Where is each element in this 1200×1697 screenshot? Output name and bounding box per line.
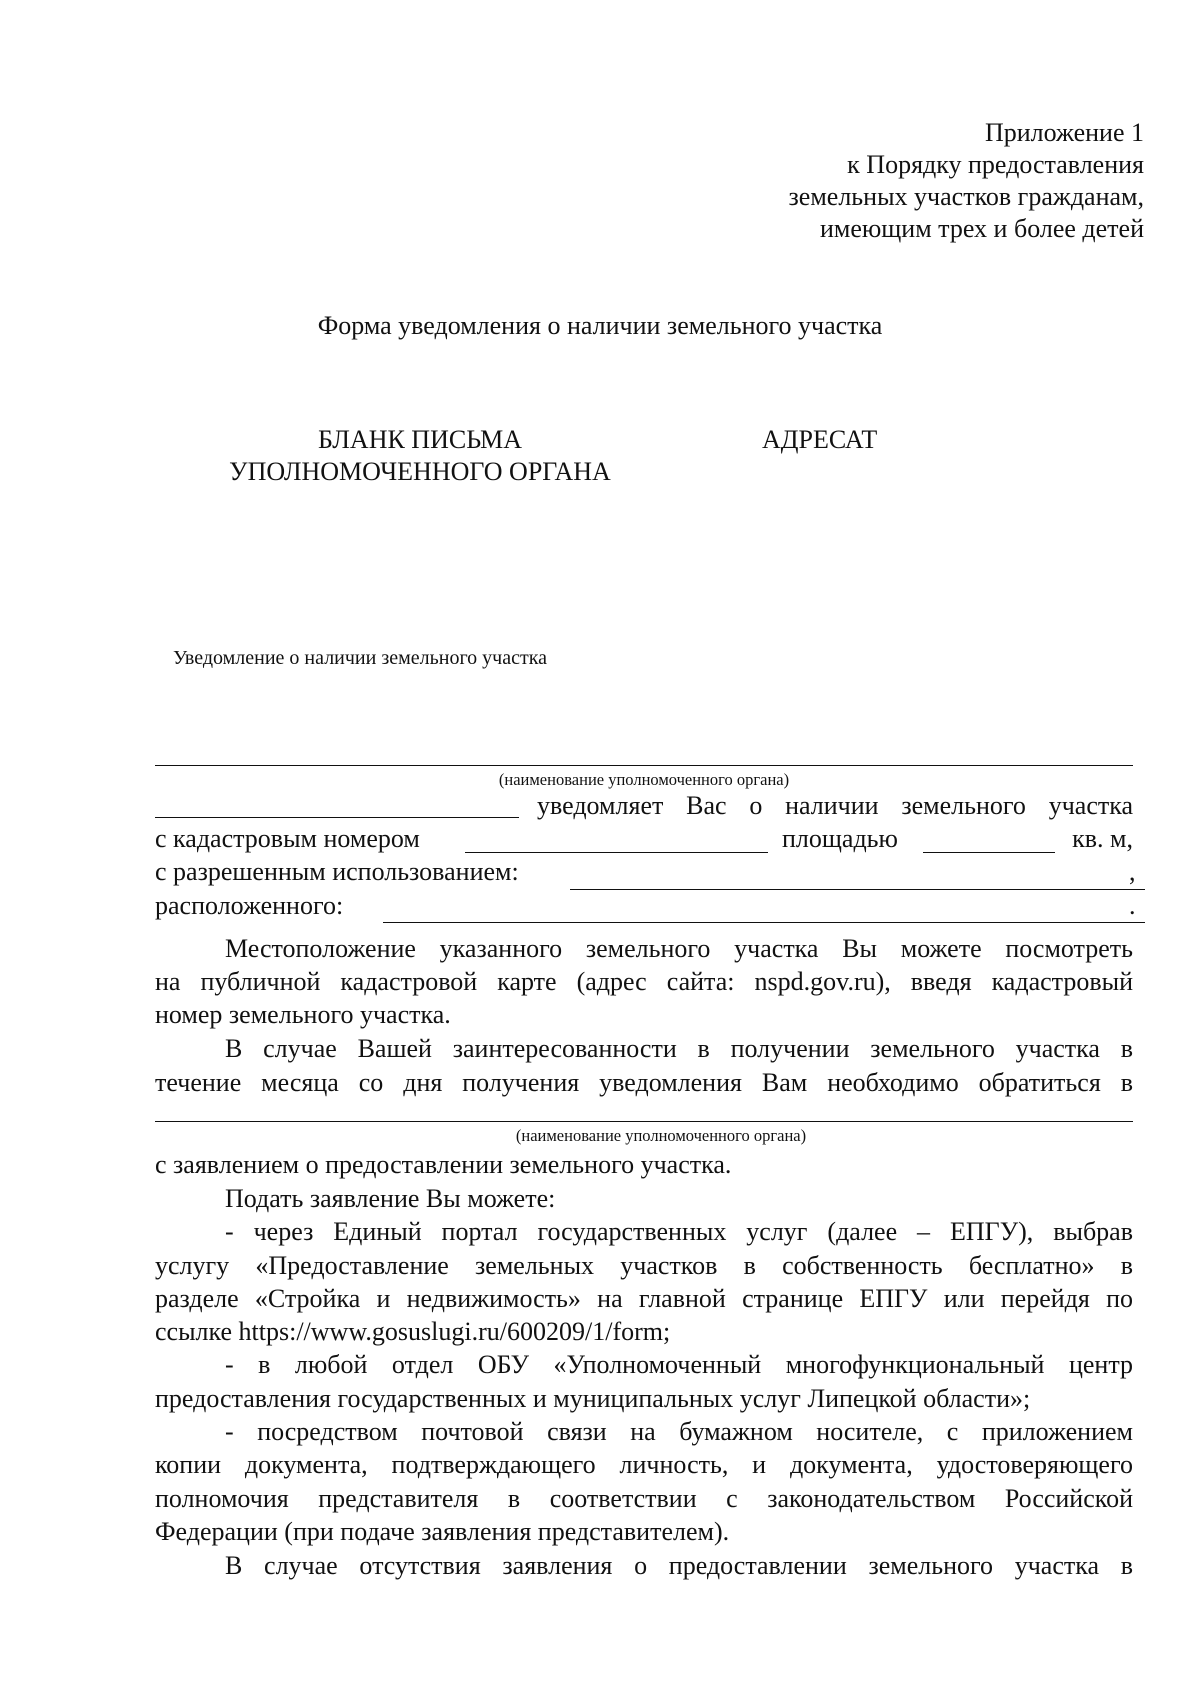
form-title: Форма уведомления о наличии земельного участка	[317, 311, 883, 340]
location-period: .	[1129, 891, 1136, 920]
body-paragraph-5-line-3: разделе «Стройка и недвижимость» на главной странице ЕПГУ или перейдя по	[155, 1284, 1133, 1313]
body-paragraph-7-line-4: Федерации (при подаче заявления представителем).	[155, 1517, 730, 1546]
letterhead-label: БЛАНК ПИСЬМА	[318, 425, 522, 454]
area-unit: кв. м,	[1072, 824, 1133, 853]
body-paragraph-2-line-2: течение месяца со дня получения уведомления Вам необходимо обратиться в	[155, 1068, 1133, 1097]
body-paragraph-7-line-1: - посредством почтовой связи на бумажном носителе, с приложением	[225, 1417, 1133, 1446]
appendix-reference: к Порядку предоставления	[847, 150, 1144, 179]
body-paragraph-5-line-4: ссылке https://www.gosuslugi.ru/600209/1/form;	[155, 1317, 671, 1346]
body-paragraph-6-line-1: - в любой отдел ОБУ «Уполномоченный многофункциональный центр	[225, 1350, 1133, 1379]
area-field[interactable]	[923, 852, 1055, 853]
appendix-number: Приложение 1	[984, 118, 1144, 147]
body-paragraph-1-line-1: Местоположение указанного земельного участка Вы можете посмотреть	[225, 934, 1133, 963]
authority-name-line-2[interactable]	[155, 1121, 1133, 1122]
body-paragraph-3: с заявлением о предоставлении земельного участка.	[155, 1150, 732, 1179]
notifies-text: уведомляет Вас о наличии земельного участка	[537, 791, 1133, 820]
body-paragraph-2-line-1: В случае Вашей заинтересованности в получении земельного участка в	[225, 1034, 1133, 1063]
body-paragraph-1-line-3: номер земельного участка.	[155, 1000, 451, 1029]
body-paragraph-6-line-2: предоставления государственных и муниципальных услуг Липецкой области»;	[155, 1384, 1031, 1413]
permitted-use-comma: ,	[1129, 857, 1136, 886]
body-paragraph-8-line-1: В случае отсутствия заявления о предоставлении земельного участка в	[225, 1551, 1133, 1580]
letterhead-authority-label: УПОЛНОМОЧЕННОГО ОРГАНА	[229, 457, 611, 486]
location-field[interactable]	[383, 922, 1145, 923]
body-paragraph-7-line-2: копии документа, подтверждающего личность, и документа, удостоверяющего	[155, 1450, 1133, 1479]
permitted-use-field[interactable]	[570, 889, 1145, 890]
authority-name-short-line[interactable]	[155, 817, 519, 818]
authority-name-line[interactable]	[155, 765, 1133, 766]
cadastral-number-field[interactable]	[465, 852, 768, 853]
cadastral-label: с кадастровым номером	[155, 824, 420, 853]
appendix-reference-2: земельных участков гражданам,	[788, 182, 1144, 211]
location-label: расположенного:	[155, 891, 344, 920]
body-paragraph-1-line-2: на публичной кадастровой карте (адрес сайта: nspd.gov.ru), введя кадастровый	[155, 967, 1133, 996]
authority-name-caption-2: (наименование уполномоченного органа)	[515, 1126, 807, 1145]
body-paragraph-5-line-2: услугу «Предоставление земельных участков в собственность бесплатно» в	[155, 1251, 1133, 1280]
body-paragraph-4: Подать заявление Вы можете:	[225, 1184, 556, 1213]
authority-name-caption: (наименование уполномоченного органа)	[498, 770, 790, 789]
permitted-use-label: с разрешенным использованием:	[155, 857, 519, 886]
body-paragraph-7-line-3: полномочия представителя в соответствии с законодательством Российской	[155, 1484, 1133, 1513]
body-paragraph-5-line-1: - через Единый портал государственных услуг (далее – ЕПГУ), выбрав	[225, 1217, 1133, 1246]
addressee-label: АДРЕСАТ	[762, 425, 878, 454]
area-label: площадью	[782, 824, 898, 853]
notice-subject: Уведомление о наличии земельного участка	[173, 647, 548, 669]
appendix-reference-3: имеющим трех и более детей	[819, 214, 1144, 243]
